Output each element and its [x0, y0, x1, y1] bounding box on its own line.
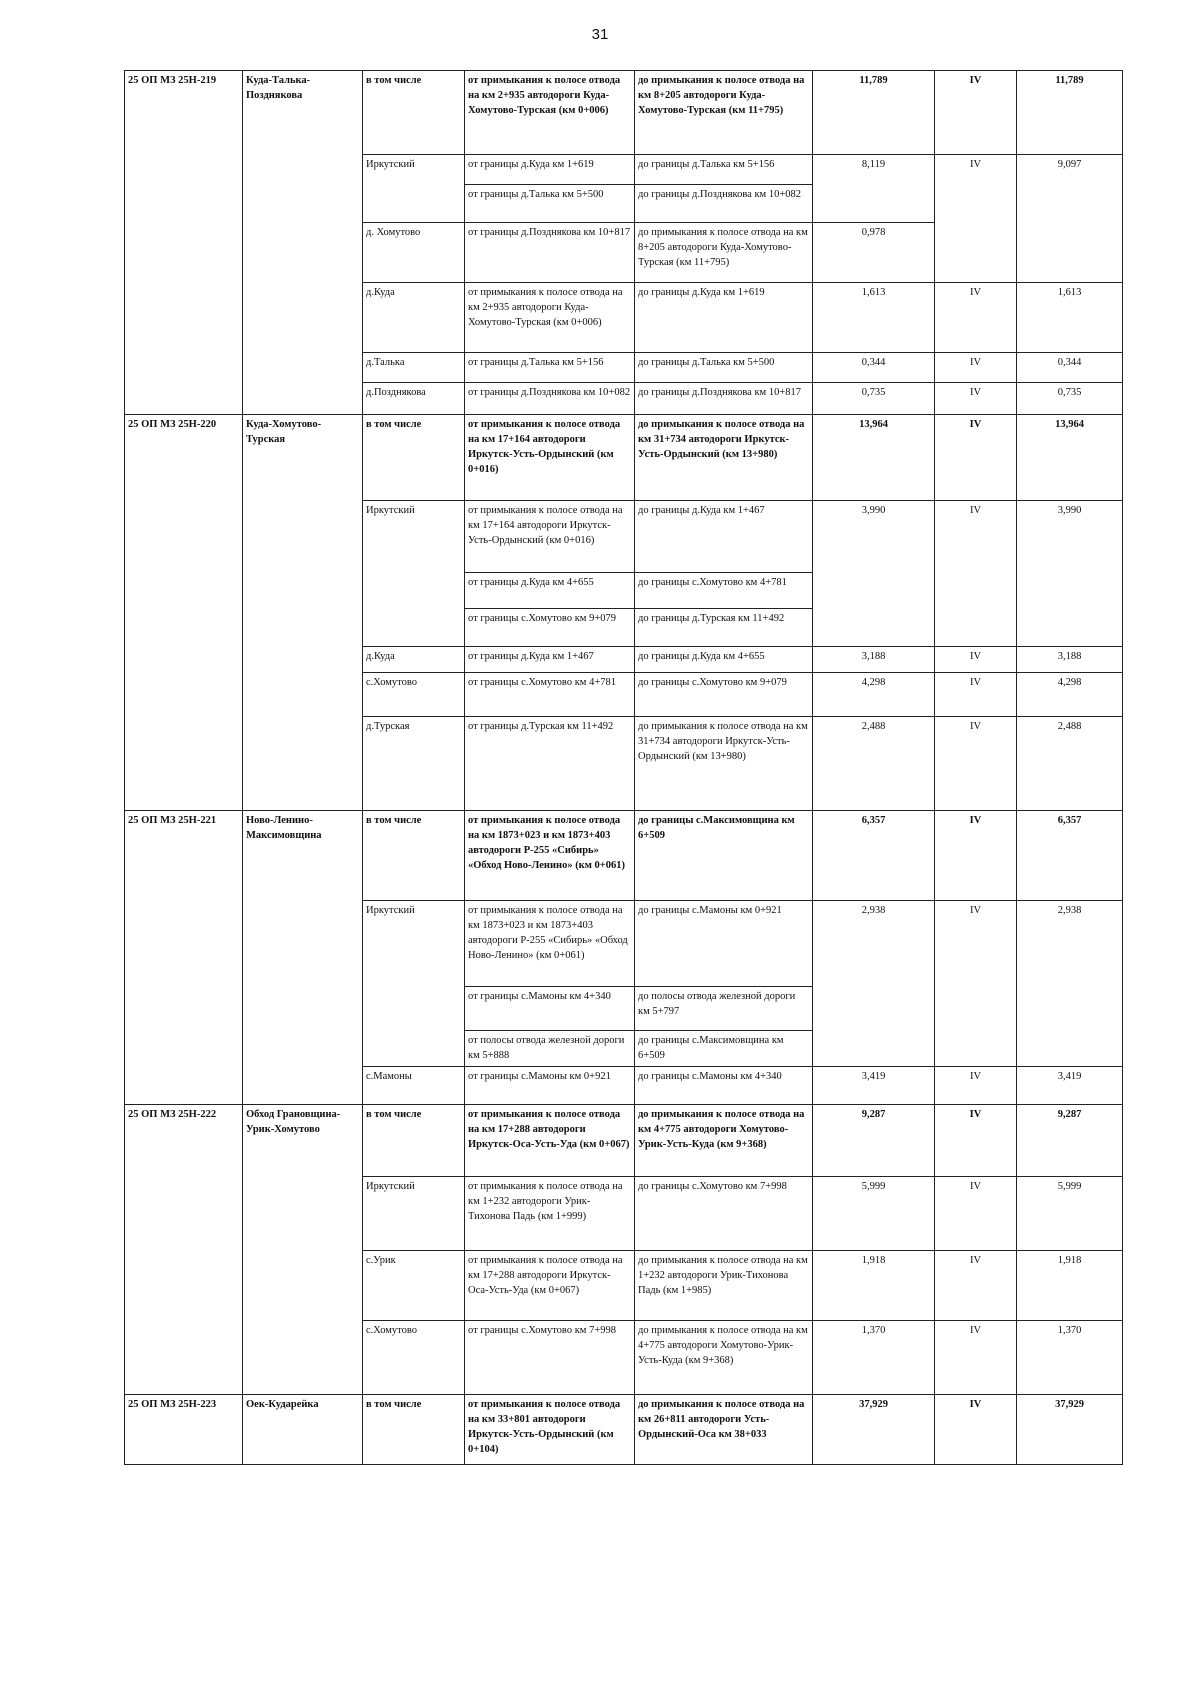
segment-to: до границы с.Мамоны км 0+921	[635, 901, 813, 987]
segment-locality: с.Хомутово	[363, 673, 465, 717]
segment-length: 3,990	[813, 501, 935, 573]
segment-total	[1017, 609, 1123, 647]
segment-locality: с.Урик	[363, 1251, 465, 1321]
segment-from: от границы д.Турская км 11+492	[465, 717, 635, 811]
segment-from: от границы д.Куда км 1+467	[465, 647, 635, 673]
segment-from: от примыкания к полосе отвода на км 2+935 автодороги Куда-Хомутово-Турская (км 0+006)	[465, 71, 635, 155]
segment-from: от границы д.Талька км 5+156	[465, 353, 635, 383]
segment-category: IV	[935, 71, 1017, 155]
road-summary-row	[125, 1105, 1123, 1177]
segment-from: от примыкания к полосе отвода на км 17+164 автодороги Иркутск-Усть-Ордынский (км 0+016)	[465, 415, 635, 501]
segment-total: 1,370	[1017, 1321, 1123, 1395]
roads-table-body	[125, 71, 1123, 1465]
segment-from: от примыкания к полосе отвода на км 33+801 автодороги Иркутск-Усть-Ордынский (км 0+104)	[465, 1395, 635, 1465]
road-code: 25 ОП МЗ 25Н-221	[125, 811, 243, 1105]
segment-from: от примыкания к полосе отвода на км 17+288 автодороги Иркутск-Оса-Усть-Уда (км 0+067)	[465, 1105, 635, 1177]
road-summary-row	[125, 811, 1123, 901]
segment-category: IV	[935, 1177, 1017, 1251]
segment-category: IV	[935, 415, 1017, 501]
segment-to: до границы с.Хомутово км 7+998	[635, 1177, 813, 1251]
segment-locality: д.Талька	[363, 353, 465, 383]
segment-locality: в том числе	[363, 1105, 465, 1177]
segment-total: 37,929	[1017, 1395, 1123, 1465]
segment-total	[1017, 573, 1123, 609]
segment-length: 11,789	[813, 71, 935, 155]
segment-category: IV	[935, 673, 1017, 717]
segment-length: 0,978	[813, 223, 935, 283]
segment-category	[935, 987, 1017, 1031]
segment-to: до примыкания к полосе отвода на км 1+232 автодороги Урик-Тихонова Падь (км 1+985)	[635, 1251, 813, 1321]
road-name: Куда-Хомутово-Турская	[243, 415, 363, 811]
segment-to: до границы с.Хомутово км 9+079	[635, 673, 813, 717]
segment-category: IV	[935, 1067, 1017, 1105]
segment-category	[935, 1031, 1017, 1067]
segment-total: 4,298	[1017, 673, 1123, 717]
segment-length	[813, 573, 935, 609]
segment-total: 3,419	[1017, 1067, 1123, 1105]
segment-from: от примыкания к полосе отвода на км 2+935 автодороги Куда-Хомутово-Турская (км 0+006)	[465, 283, 635, 353]
segment-locality: д.Куда	[363, 283, 465, 353]
segment-total: 0,344	[1017, 353, 1123, 383]
segment-from: от полосы отвода железной дороги км 5+888	[465, 1031, 635, 1067]
segment-to: до примыкания к полосе отвода на км 8+205 автодороги Куда-Хомутово-Турская (км 11+795)	[635, 223, 813, 283]
segment-total: 13,964	[1017, 415, 1123, 501]
road-name: Ново-Ленино-Максимовщина	[243, 811, 363, 1105]
segment-total	[1017, 223, 1123, 283]
segment-category: IV	[935, 283, 1017, 353]
segment-total: 3,188	[1017, 647, 1123, 673]
segment-category	[935, 223, 1017, 283]
segment-category	[935, 573, 1017, 609]
segment-from: от примыкания к полосе отвода на км 1+232 автодороги Урик-Тихонова Падь (км 1+999)	[465, 1177, 635, 1251]
segment-locality: в том числе	[363, 811, 465, 901]
segment-total: 2,938	[1017, 901, 1123, 987]
segment-from: от границы с.Мамоны км 0+921	[465, 1067, 635, 1105]
segment-to: до границы д.Куда км 1+619	[635, 283, 813, 353]
segment-category: IV	[935, 1321, 1017, 1395]
segment-locality	[363, 609, 465, 647]
segment-total: 6,357	[1017, 811, 1123, 901]
page-number: 31	[591, 26, 609, 43]
segment-to: до границы д.Позднякова км 10+817	[635, 383, 813, 415]
segment-length: 5,999	[813, 1177, 935, 1251]
segment-locality: с.Мамоны	[363, 1067, 465, 1105]
segment-length: 3,419	[813, 1067, 935, 1105]
segment-length: 2,488	[813, 717, 935, 811]
segment-category: IV	[935, 647, 1017, 673]
road-summary-row	[125, 415, 1123, 501]
segment-locality: в том числе	[363, 71, 465, 155]
segment-to: до границы д.Куда км 4+655	[635, 647, 813, 673]
segment-total	[1017, 1031, 1123, 1067]
segment-length: 2,938	[813, 901, 935, 987]
segment-from: от границы с.Хомутово км 9+079	[465, 609, 635, 647]
segment-category: IV	[935, 155, 1017, 185]
segment-to: до примыкания к полосе отвода на км 4+775 автодороги Хомутово-Урик-Усть-Куда (км 9+368)	[635, 1321, 813, 1395]
road-name: Обход Грановщина-Урик-Хомутово	[243, 1105, 363, 1395]
roads-table	[124, 70, 1123, 1465]
segment-to: до примыкания к полосе отвода на км 31+734 автодороги Иркутск-Усть-Ордынский (км 13+980)	[635, 717, 813, 811]
segment-from: от границы с.Хомутово км 7+998	[465, 1321, 635, 1395]
segment-to: до границы с.Максимовщина км 6+509	[635, 1031, 813, 1067]
segment-total	[1017, 987, 1123, 1031]
segment-to: до границы д.Талька км 5+156	[635, 155, 813, 185]
segment-length: 1,918	[813, 1251, 935, 1321]
segment-to: до примыкания к полосе отвода на км 4+775 автодороги Хомутово-Урик-Усть-Куда (км 9+368)	[635, 1105, 813, 1177]
road-code: 25 ОП МЗ 25Н-220	[125, 415, 243, 811]
segment-locality	[363, 1031, 465, 1067]
segment-total	[1017, 185, 1123, 223]
segment-length	[813, 1031, 935, 1067]
segment-length: 37,929	[813, 1395, 935, 1465]
segment-length	[813, 185, 935, 223]
segment-from: от границы д.Куда км 1+619	[465, 155, 635, 185]
segment-to: до границы д.Позднякова км 10+082	[635, 185, 813, 223]
segment-to: до границы д.Куда км 1+467	[635, 501, 813, 573]
segment-length	[813, 987, 935, 1031]
road-name: Куда-Талька-Позднякова	[243, 71, 363, 415]
segment-length: 1,613	[813, 283, 935, 353]
road-summary-row	[125, 71, 1123, 155]
segment-to: до границы д.Талька км 5+500	[635, 353, 813, 383]
segment-total: 5,999	[1017, 1177, 1123, 1251]
segment-length: 8,119	[813, 155, 935, 185]
segment-length	[813, 609, 935, 647]
segment-length: 3,188	[813, 647, 935, 673]
segment-to: до примыкания к полосе отвода на км 31+734 автодороги Иркутск-Усть-Ордынский (км 13+980)	[635, 415, 813, 501]
segment-total: 1,918	[1017, 1251, 1123, 1321]
segment-locality: с.Хомутово	[363, 1321, 465, 1395]
segment-locality: д.Куда	[363, 647, 465, 673]
segment-from: от границы д.Позднякова км 10+082	[465, 383, 635, 415]
segment-total: 2,488	[1017, 717, 1123, 811]
segment-total: 9,287	[1017, 1105, 1123, 1177]
segment-locality	[363, 573, 465, 609]
segment-to: до примыкания к полосе отвода на км 8+205 автодороги Куда-Хомутово-Турская (км 11+795)	[635, 71, 813, 155]
segment-from: от примыкания к полосе отвода на км 1873+023 и км 1873+403 автодороги Р-255 «Сибирь» «Обход Ново-Ленино» (км 0+061)	[465, 901, 635, 987]
segment-total: 0,735	[1017, 383, 1123, 415]
segment-total: 3,990	[1017, 501, 1123, 573]
segment-locality: Иркутский	[363, 501, 465, 573]
segment-locality: Иркутский	[363, 901, 465, 987]
road-code: 25 ОП МЗ 25Н-223	[125, 1395, 243, 1465]
segment-length: 9,287	[813, 1105, 935, 1177]
segment-category: IV	[935, 353, 1017, 383]
segment-length: 6,357	[813, 811, 935, 901]
segment-length: 1,370	[813, 1321, 935, 1395]
segment-to: до полосы отвода железной дороги км 5+797	[635, 987, 813, 1031]
segment-from: от примыкания к полосе отвода на км 1873+023 и км 1873+403 автодороги Р-255 «Сибирь» «Обход Ново-Ленино» (км 0+061)	[465, 811, 635, 901]
segment-length: 0,735	[813, 383, 935, 415]
segment-category: IV	[935, 1251, 1017, 1321]
segment-category: IV	[935, 901, 1017, 987]
segment-category: IV	[935, 1395, 1017, 1465]
segment-category	[935, 609, 1017, 647]
segment-locality: в том числе	[363, 1395, 465, 1465]
segment-category: IV	[935, 383, 1017, 415]
segment-locality: Иркутский	[363, 155, 465, 185]
segment-locality	[363, 185, 465, 223]
segment-category: IV	[935, 1105, 1017, 1177]
segment-category: IV	[935, 717, 1017, 811]
segment-total: 11,789	[1017, 71, 1123, 155]
segment-to: до границы с.Максимовщина км 6+509	[635, 811, 813, 901]
segment-from: от примыкания к полосе отвода на км 17+288 автодороги Иркутск-Оса-Усть-Уда (км 0+067)	[465, 1251, 635, 1321]
segment-locality: в том числе	[363, 415, 465, 501]
segment-to: до примыкания к полосе отвода на км 26+811 автодороги Усть-Ордынский-Оса км 38+033	[635, 1395, 813, 1465]
segment-locality: Иркутский	[363, 1177, 465, 1251]
segment-category: IV	[935, 811, 1017, 901]
segment-from: от границы д.Позднякова км 10+817	[465, 223, 635, 283]
segment-total: 9,097	[1017, 155, 1123, 185]
segment-length: 0,344	[813, 353, 935, 383]
segment-from: от границы д.Талька км 5+500	[465, 185, 635, 223]
segment-locality	[363, 987, 465, 1031]
segment-to: до границы д.Турская км 11+492	[635, 609, 813, 647]
segment-locality: д.Турская	[363, 717, 465, 811]
segment-from: от границы с.Мамоны км 4+340	[465, 987, 635, 1031]
segment-from: от примыкания к полосе отвода на км 17+164 автодороги Иркутск-Усть-Ордынский (км 0+016)	[465, 501, 635, 573]
segment-to: до границы с.Хомутово км 4+781	[635, 573, 813, 609]
road-name: Оек-Кударейка	[243, 1395, 363, 1465]
segment-to: до границы с.Мамоны км 4+340	[635, 1067, 813, 1105]
segment-locality: д. Хомутово	[363, 223, 465, 283]
segment-category: IV	[935, 501, 1017, 573]
segment-locality: д.Позднякова	[363, 383, 465, 415]
segment-total: 1,613	[1017, 283, 1123, 353]
road-code: 25 ОП МЗ 25Н-222	[125, 1105, 243, 1395]
segment-length: 4,298	[813, 673, 935, 717]
road-code: 25 ОП МЗ 25Н-219	[125, 71, 243, 415]
segment-from: от границы с.Хомутово км 4+781	[465, 673, 635, 717]
segment-length: 13,964	[813, 415, 935, 501]
segment-from: от границы д.Куда км 4+655	[465, 573, 635, 609]
road-summary-row	[125, 1395, 1123, 1465]
segment-category	[935, 185, 1017, 223]
